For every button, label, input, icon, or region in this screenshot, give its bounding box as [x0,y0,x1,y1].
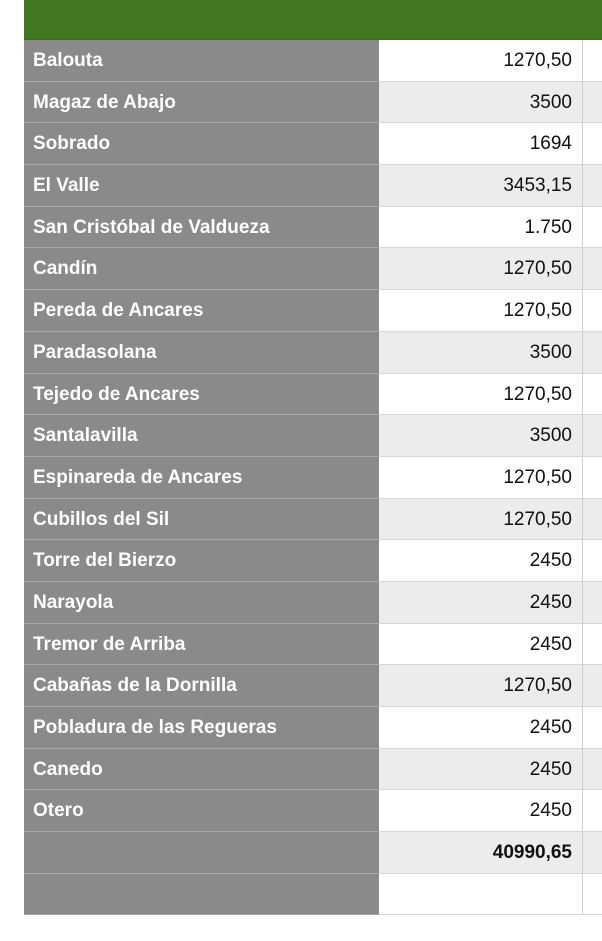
place-name-cell[interactable]: Sobrado [24,123,379,165]
empty-cell[interactable] [583,582,602,624]
empty-cell[interactable] [583,665,602,707]
table-row [24,40,602,82]
empty-row [24,874,602,916]
empty-cell[interactable] [583,165,602,207]
amount-cell[interactable]: 3453,15 [379,165,583,207]
total-value-cell[interactable]: 40990,65 [379,832,583,874]
empty-cell[interactable] [583,248,602,290]
amount-cell[interactable]: 2450 [379,707,583,749]
place-name-cell[interactable]: San Cristóbal de Valdueza [24,207,379,249]
amount-cell[interactable]: 1270,50 [379,665,583,707]
place-name-cell[interactable]: Torre del Bierzo [24,540,379,582]
empty-cell[interactable] [583,415,602,457]
empty-name-cell[interactable] [24,874,379,916]
table-row [24,415,602,457]
empty-cell[interactable] [583,82,602,124]
empty-cell[interactable] [583,374,602,416]
empty-cell[interactable] [583,874,602,916]
amount-cell[interactable]: 1.750 [379,207,583,249]
place-name-cell[interactable]: Paradasolana [24,332,379,374]
empty-cell[interactable] [583,457,602,499]
table-row [24,540,602,582]
empty-cell[interactable] [583,207,602,249]
place-name-cell[interactable]: Tremor de Arriba [24,624,379,666]
place-name-cell[interactable]: Pobladura de las Regueras [24,707,379,749]
place-name-cell[interactable]: Espinareda de Ancares [24,457,379,499]
spreadsheet-table [24,0,602,915]
table-body [24,40,602,915]
place-name-cell[interactable]: Cabañas de la Dornilla [24,665,379,707]
table-row [24,707,602,749]
table-row [24,457,602,499]
amount-cell[interactable]: 1270,50 [379,374,583,416]
place-name-cell[interactable]: Otero [24,790,379,832]
empty-cell[interactable] [583,123,602,165]
empty-value-cell[interactable] [379,874,583,916]
table-row [24,123,602,165]
place-name-cell[interactable]: Balouta [24,40,379,82]
empty-cell[interactable] [583,499,602,541]
table-row [24,499,602,541]
empty-cell[interactable] [583,332,602,374]
amount-cell[interactable]: 1270,50 [379,290,583,332]
table-row [24,165,602,207]
place-name-cell[interactable]: Tejedo de Ancares [24,374,379,416]
amount-cell[interactable]: 3500 [379,332,583,374]
empty-cell[interactable] [583,540,602,582]
table-row [24,332,602,374]
total-row [24,832,602,874]
place-name-cell[interactable]: Pereda de Ancares [24,290,379,332]
amount-cell[interactable]: 1270,50 [379,457,583,499]
place-name-cell[interactable]: Candín [24,248,379,290]
table-row [24,248,602,290]
amount-cell[interactable]: 2450 [379,624,583,666]
place-name-cell[interactable]: Cubillos del Sil [24,499,379,541]
amount-cell[interactable]: 1694 [379,123,583,165]
table-row [24,624,602,666]
empty-cell[interactable] [583,749,602,791]
amount-cell[interactable]: 1270,50 [379,40,583,82]
table-header-bar [24,0,602,40]
empty-cell[interactable] [583,790,602,832]
table-row [24,290,602,332]
place-name-cell[interactable]: El Valle [24,165,379,207]
table-row [24,374,602,416]
place-name-cell[interactable]: Narayola [24,582,379,624]
amount-cell[interactable]: 3500 [379,415,583,457]
amount-cell[interactable]: 2450 [379,540,583,582]
table-row [24,82,602,124]
table-row [24,790,602,832]
amount-cell[interactable]: 2450 [379,790,583,832]
total-label-cell[interactable] [24,832,379,874]
empty-cell[interactable] [583,707,602,749]
place-name-cell[interactable]: Canedo [24,749,379,791]
amount-cell[interactable]: 2450 [379,582,583,624]
empty-cell[interactable] [583,290,602,332]
empty-cell[interactable] [583,40,602,82]
amount-cell[interactable]: 1270,50 [379,248,583,290]
table-row [24,582,602,624]
place-name-cell[interactable]: Magaz de Abajo [24,82,379,124]
table-row [24,207,602,249]
table-row [24,749,602,791]
amount-cell[interactable]: 2450 [379,749,583,791]
table-row [24,665,602,707]
amount-cell[interactable]: 3500 [379,82,583,124]
empty-cell[interactable] [583,624,602,666]
place-name-cell[interactable]: Santalavilla [24,415,379,457]
empty-cell[interactable] [583,832,602,874]
amount-cell[interactable]: 1270,50 [379,499,583,541]
